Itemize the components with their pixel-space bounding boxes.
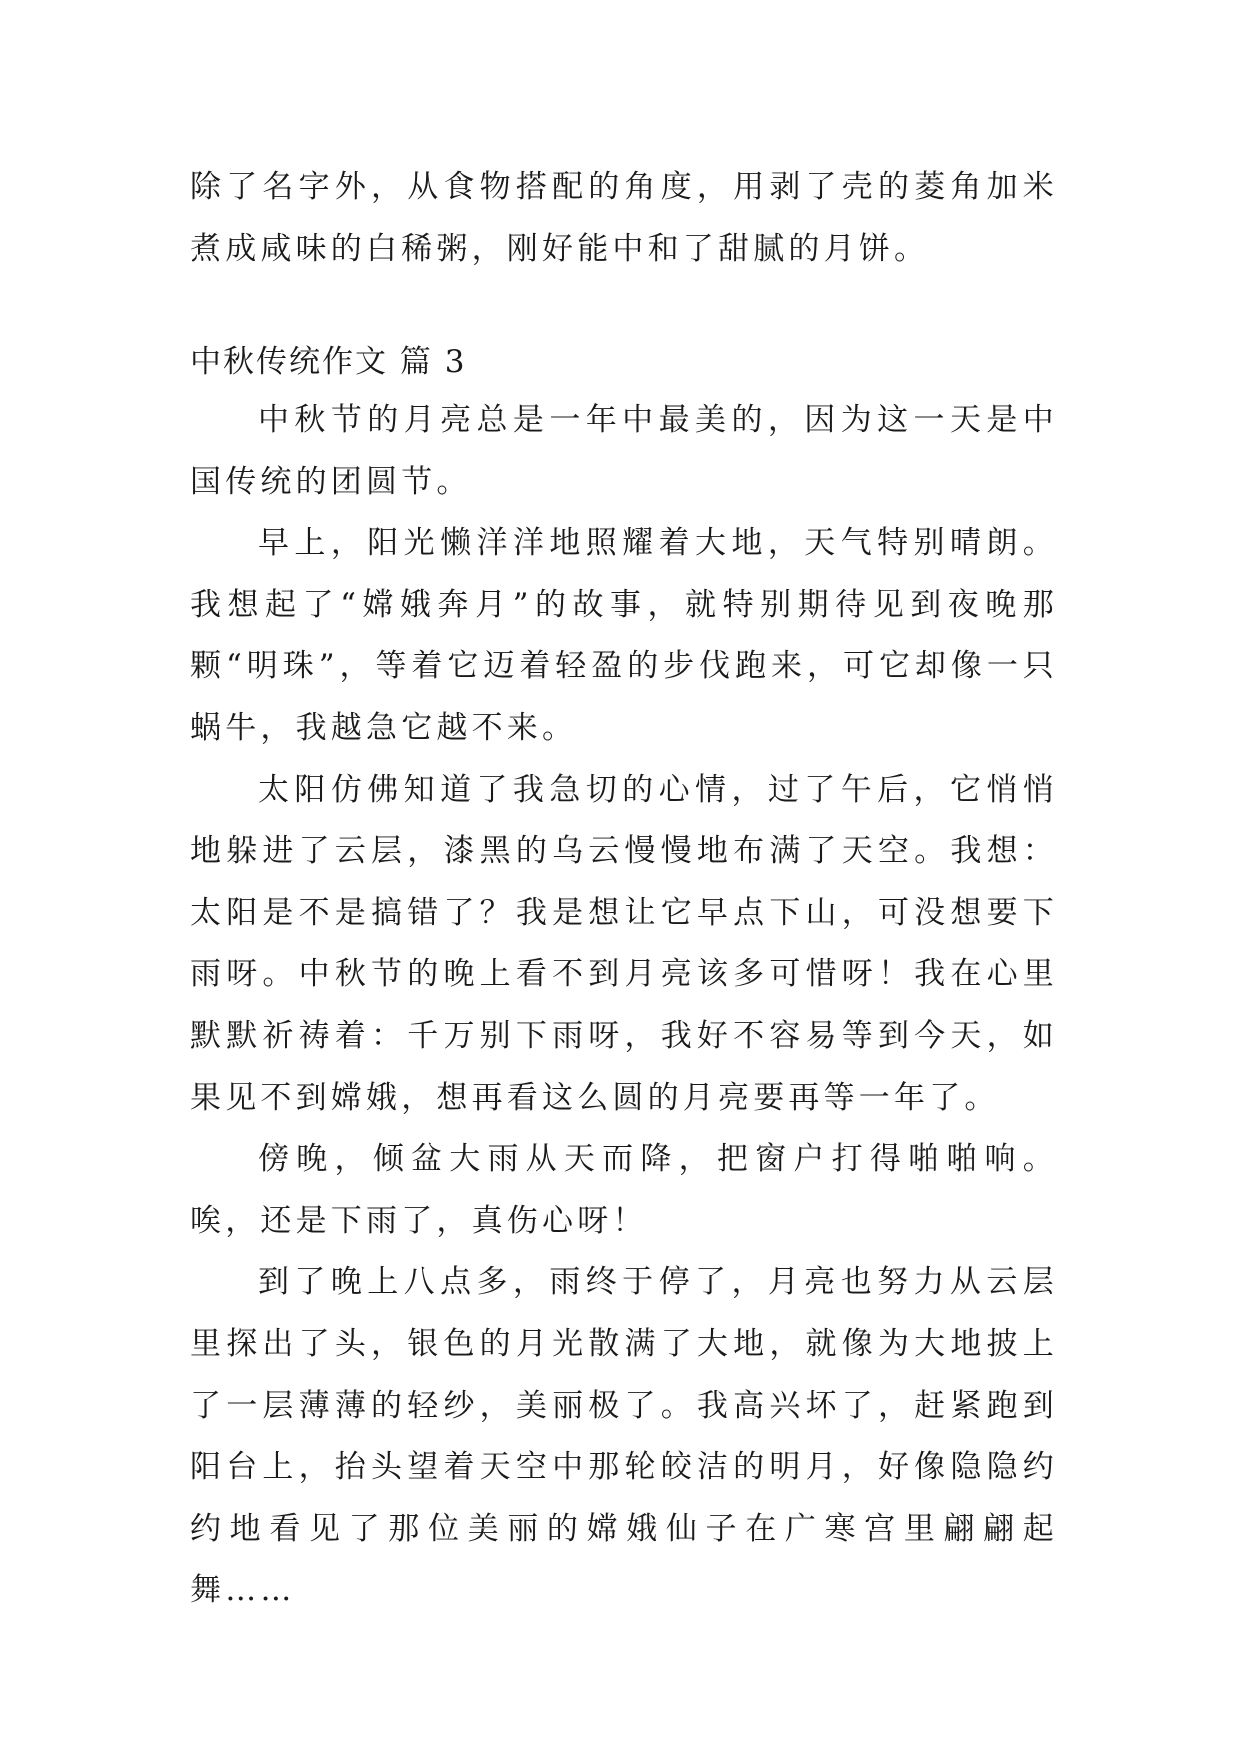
essay-paragraph: 傍晚，倾盆大雨从天而降，把窗户打得啪啪响。唉，还是下雨了，真伤心呀！ — [190, 1141, 1058, 1239]
section-heading: 中秋传统作文 篇 3 — [190, 344, 467, 380]
essay-paragraph: 太阳仿佛知道了我急切的心情，过了午后，它悄悄地躲进了云层，漆黑的乌云慢慢地布满了天空。我想：太阳是不是搞错了？我是想让它早点下山，可没想要下雨呀。中秋节的晚上看不到月亮该多可惜呀！我在心里默默祈祷着：千万别下雨呀，我好不容易等到今天，如果见不到嫦娥，想再看这么圆的月亮要再等一年了。 — [190, 771, 1058, 1116]
essay-paragraph: 到了晚上八点多，雨终于停了，月亮也努力从云层里探出了头，银色的月光散满了大地，就像为大地披上了一层薄薄的轻纱，美丽极了。我高兴坏了，赶紧跑到阳台上，抬头望着天空中那轮皎洁的明月，好像隐隐约约地看见了那位美丽的嫦娥仙子在广寒宫里翩翩起舞…… — [190, 1264, 1058, 1609]
intro-paragraph: 除了名字外，从食物搭配的角度，用剥了壳的菱角加米煮成咸味的白稀粥，刚好能中和了甜腻的月饼。 — [190, 169, 1058, 267]
essay-body — [190, 390, 1058, 1622]
essay-paragraph: 早上，阳光懒洋洋地照耀着大地，天气特别晴朗。我想起了“嫦娥奔月”的故事，就特别期待见到夜晚那颗“明珠”，等着它迈着轻盈的步伐跑来，可它却像一只蜗牛，我越急它越不来。 — [190, 525, 1058, 746]
essay-paragraph: 中秋节的月亮总是一年中最美的，因为这一天是中国传统的团圆节。 — [190, 402, 1058, 500]
